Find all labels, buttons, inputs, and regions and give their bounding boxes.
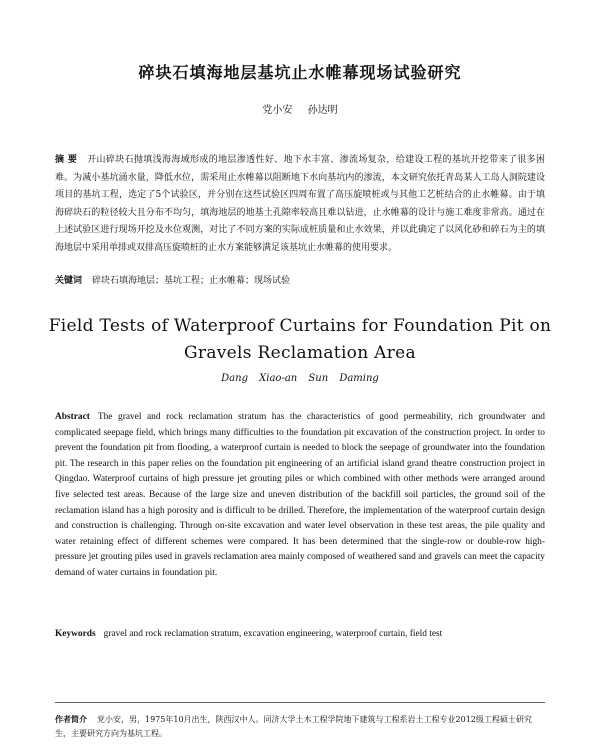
english-authors: Dang Xiao-an Sun Daming [221, 373, 379, 384]
chinese-abstract-text: 开山碎块石抛填浅海海域形成的地层渗透性好、地下水丰富、渗流场复杂，给建设工程的基坑开挖带来了很多困难。为减小基坑涌水量，降低水位，需采用止水帷幕以阻断地下水向基坑内的渗流，本文研究依托青岛某人工岛人洞院建设项目的基坑工程，选定了5个试验区，并分别在这些试验区四周布置了高压旋喷桩或与其他工艺桩结合的止水帷幕。由于填海碎块石的粒径较大且分布不均匀，填海地层的地基土孔隙率较高且难以钻进，止水帷幕的设计与施工难度非常高。通过在上述试验区进行现场开挖及水位观测，对比了不同方案的实际成桩质量和止水效果，并以此确定了以风化砂和碎石为主的填海地层中采用单排或双排高压旋喷桩的止水方案能够满足该基坑止水帷幕的使用要求。 [55, 155, 545, 253]
english-abstract-label: Abstract [55, 412, 90, 422]
chinese-abstract-label: 摘 要 [55, 155, 78, 165]
chinese-keywords-text: 碎块石填海地层；基坑工程；止水帷幕；现场试验 [92, 276, 291, 286]
english-abstract-text: The gravel and rock reclamation stratum has the characteristics of good permeability, rich groundwater and complicated seepage field, which brings many difficulties to the foundation pit excavation of the construction project. In order to prevent the foundation pit from flooding, a waterproof curtain is needed to block the seepage of groundwater into the foundation pit. The research in this paper relies on the foundation pit engineering of an artificial island grand theatre construction project in Qingdao. Waterproof curtains of high pressure jet grouting piles or which combined with other methods were arranged around five selected test areas. Because of the large size and uneven distribution of the backfill soil particles, the ground soil of the reclamation island has a high porosity and is difficult to be drilled. Therefore, the implementation of the waterproof curtain design and construction is challenging. Through on-site excavation and water level observation in these test areas, the pile quality and water retaining effect of different schemes were compared. It has been determined that the single-row or double-row high-pressure jet grouting piles used in gravels reclamation area mainly composed of weathered sand and gravels can meet the capacity demand of water curtains in foundation pit. [55, 412, 545, 578]
chinese-title: 碎块石填海地层基坑止水帷幕现场试验研究 [138, 63, 462, 82]
english-title-line-2: Gravels Reclamation Area [184, 343, 416, 363]
english-title [30, 313, 570, 367]
english-title-line-1: Field Tests of Waterproof Curtains for Foundation Pit on [48, 316, 552, 336]
footnote-divider [55, 702, 545, 703]
chinese-keywords [55, 274, 545, 288]
footnote-text: 党小安，男，1975年10月出生，陕西汉中人。同济大学土木工程学院地下建筑与工程系岩土工程专业2012级工程硕士研究生，主要研究方向为基坑工程。 [55, 715, 532, 738]
chinese-authors: 党小安 孙达明 [262, 105, 338, 116]
english-keywords-label: Keywords [55, 629, 96, 639]
english-keywords-text: gravel and rock reclamation stratum, excavation engineering, waterproof curtain, field test [103, 629, 443, 639]
author-footnote [55, 712, 545, 741]
english-abstract [55, 410, 545, 582]
chinese-abstract [55, 152, 545, 257]
footnote-label: 作者简介 [55, 714, 87, 724]
english-keywords [55, 627, 545, 641]
chinese-keywords-label: 关键词 [55, 276, 83, 286]
